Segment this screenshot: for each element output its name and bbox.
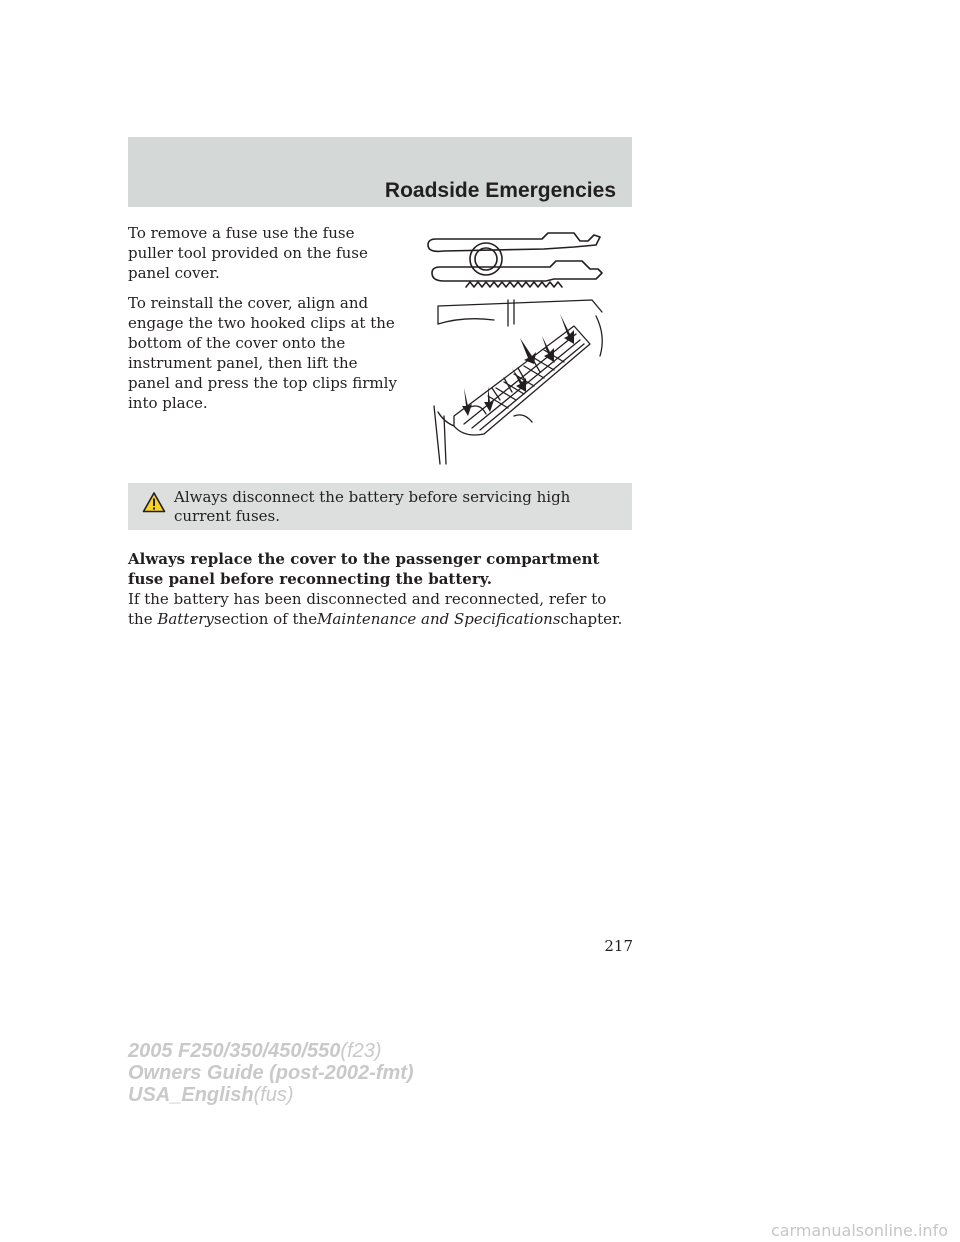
maintenance-chapter-reference: Maintenance and Specifications bbox=[317, 610, 561, 628]
footer-model-line: 2005 F250/350/450/550(f23) bbox=[128, 1040, 382, 1062]
warning-text: Always disconnect the battery before servicing high current fuses. bbox=[174, 488, 571, 525]
footer-guide-line: Owners Guide (post-2002-fmt) bbox=[128, 1062, 414, 1084]
warning-box bbox=[128, 483, 632, 530]
paragraph-battery-reference: If the battery has been disconnected and reconnected, refer to the Batterysection of theMaintenance and Specificationschapter. bbox=[128, 590, 623, 628]
warning-triangle-icon bbox=[142, 491, 166, 513]
battery-section-reference: Battery bbox=[157, 610, 214, 628]
document-footer bbox=[128, 1040, 548, 1106]
footer-language-line: USA_English(fus) bbox=[128, 1084, 294, 1106]
paragraph-replace-cover: Always replace the cover to the passenger compartment fuse panel before reconnecting the battery. bbox=[128, 550, 600, 588]
fuse-panel-cover-illustration bbox=[424, 296, 620, 466]
chapter-header bbox=[128, 137, 632, 207]
paragraph-reinstall-cover: To reinstall the cover, align and engage the two hooked clips at the bottom of the cover onto the instrument panel, then lift the panel and press the top clips firmly into place. bbox=[128, 294, 397, 412]
watermark: carmanualsonline.info bbox=[770, 1221, 948, 1240]
chapter-title: Roadside Emergencies bbox=[384, 179, 616, 202]
fuse-puller-illustration bbox=[424, 225, 620, 295]
paragraph-fuse-puller: To remove a fuse use the fuse puller tool provided on the fuse panel cover. bbox=[128, 224, 368, 282]
page-number: 217 bbox=[604, 937, 633, 955]
